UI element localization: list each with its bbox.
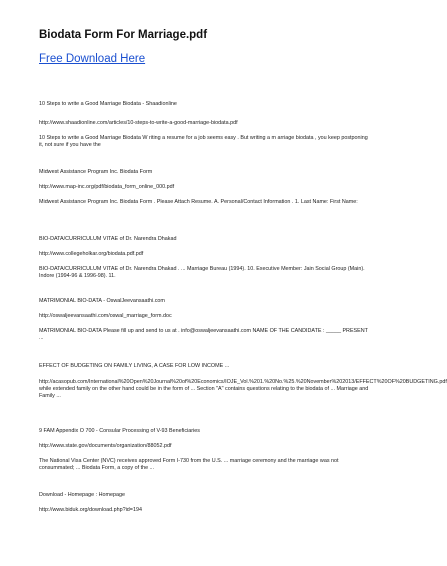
result-title: EFFECT OF BUDGETING ON FAMILY LIVING, A CASE FOR LOW INCOME ... [39, 363, 230, 369]
result-title: Download - Homepage : Homepage [39, 492, 126, 498]
result-url[interactable]: http://acasopub.com/International%20Open%20Journal%20of%20Economics/IOJE_Vol.%201.%20No.%25.%20November%202013/EFFECT%20OF%20BUDGETING.pdf [39, 379, 447, 385]
result-entry [39, 298, 369, 342]
result-snippet: 10 Steps to write a Good Marriage Biodata W riting a resume for a job seems easy . But writing a m arriage biodata , you keep postponing it, not sure if you have the [39, 135, 368, 148]
result-entry [39, 169, 369, 206]
result-entry [39, 236, 369, 280]
result-entry [39, 363, 447, 400]
result-title: 10 Steps to write a Good Marriage Biodata - Shaadionline [39, 101, 177, 107]
result-url[interactable]: http://www.collegeholkar.org/biodata.pdf.pdf [39, 251, 144, 257]
result-title: MATRIMONIAL BIO-DATA - OswalJeevansaathi.com [39, 298, 165, 304]
result-snippet: while extended family on the other hand could be in the form of ... Section "A" contains questions relating to the biodata of ... Marriage and Family ... [39, 386, 369, 399]
result-entry [39, 492, 369, 514]
document-title: Biodata Form For Marriage.pdf [39, 29, 208, 41]
result-url[interactable]: http://www.state.gov/documents/organization/88052.pdf [39, 443, 172, 449]
result-url[interactable]: http://www.map-inc.org/pdf/biodata_form_online_000.pdf [39, 184, 175, 190]
result-snippet: The National Visa Center (NVC) receives approved Form I-730 from the U.S. ... marriage ceremony and the marriage was not consummated; ... Biodata Form, a copy of the ... [39, 458, 339, 471]
result-snippet: MATRIMONIAL BIO-DATA Please fill up and send to us at . info@oswaljeevansaathi.com NAME OF THE CANDIDATE : _____ PRESENT ... [39, 328, 368, 341]
result-entry [39, 101, 369, 149]
result-title: 9 FAM Appendix O 700 - Consular Processing of V-93 Beneficiaries [39, 428, 200, 434]
result-url[interactable]: http://www.shaadionline.com/articles/10-steps-to-write-a-good-marriage-biodata.pdf [39, 120, 238, 126]
result-title: Midwest Assistance Program Inc. Biodata Form [39, 169, 153, 175]
result-url[interactable]: http://oswaljeevansaathi.com/oswal_marriage_form.doc [39, 313, 172, 319]
result-snippet: BIO-DATA/CURRICULUM VITAE of Dr. Narendra Dhakad . ... Marriage Bureau (1994). 10. Executive Member: Jain Social Group (Main). Indore (1994-96 & 1996-98). 11. [39, 266, 365, 279]
result-url[interactable]: http://www.biduk.org/download.php?id=194 [39, 507, 142, 513]
result-entry [39, 428, 369, 472]
result-snippet: Midwest Assistance Program Inc. Biodata Form . Please Attach Resume. A. Personal/Contact Information . 1. Last Name: First Name: [39, 199, 358, 205]
free-download-link[interactable]: Free Download Here [39, 53, 146, 65]
result-title: BIO-DATA/CURRICULUM VITAE of Dr. Narendra Dhakad [39, 236, 177, 242]
